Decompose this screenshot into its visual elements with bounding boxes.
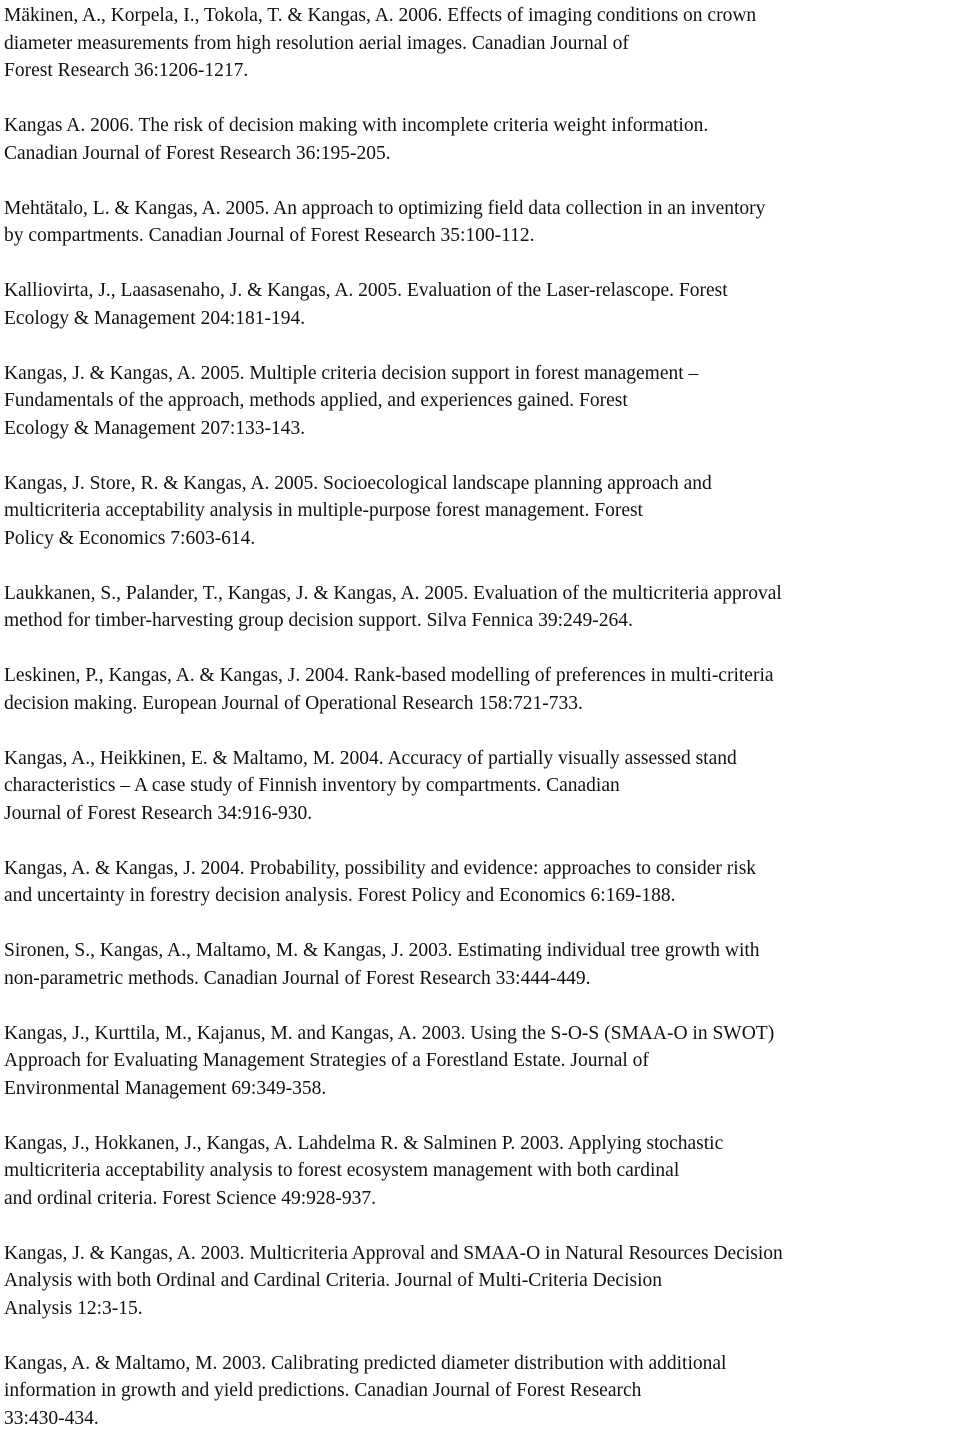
reference-entry	[4, 2, 956, 85]
reference-line: 33:430-434.	[131, 1405, 956, 1432]
reference-line: multicriteria acceptability analysis to forest ecosystem management with both cardinal	[131, 1157, 956, 1185]
reference-line: Kangas, J., Kurttila, M., Kajanus, M. and Kangas, A. 2003. Using the S-O-S (SMAA-O in SWOT)	[131, 1020, 956, 1048]
reference-entry	[4, 112, 956, 167]
reference-line: Ecology & Management 207:133-143.	[131, 415, 956, 443]
reference-line: Kangas, J. & Kangas, A. 2005. Multiple criteria decision support in forest management –	[131, 360, 956, 388]
reference-entry	[4, 1130, 956, 1213]
reference-line: by compartments. Canadian Journal of Forest Research 35:100-112.	[131, 222, 956, 250]
reference-entry	[4, 580, 956, 635]
reference-entry	[4, 662, 956, 717]
reference-entry	[4, 360, 956, 443]
reference-line: Kangas, J., Hokkanen, J., Kangas, A. Lahdelma R. & Salminen P. 2003. Applying stochastic	[131, 1130, 956, 1158]
reference-entry	[4, 937, 956, 992]
reference-line: Environmental Management 69:349-358.	[131, 1075, 956, 1103]
reference-entry	[4, 1240, 956, 1323]
reference-line: Kangas, J. & Kangas, A. 2003. Multicriteria Approval and SMAA-O in Natural Resources Decision	[131, 1240, 956, 1268]
reference-entry	[4, 1020, 956, 1103]
reference-line: Canadian Journal of Forest Research 36:195-205.	[131, 140, 956, 168]
reference-line: multicriteria acceptability analysis in multiple-purpose forest management. Forest	[131, 497, 956, 525]
reference-line: Kangas A. 2006. The risk of decision making with incomplete criteria weight information.	[131, 112, 956, 140]
reference-line: Sironen, S., Kangas, A., Maltamo, M. & Kangas, J. 2003. Estimating individual tree growth with	[131, 937, 956, 965]
reference-line: Analysis 12:3-15.	[131, 1295, 956, 1323]
reference-line: Policy & Economics 7:603-614.	[131, 525, 956, 553]
reference-entry	[4, 855, 956, 910]
reference-line: Mäkinen, A., Korpela, I., Tokola, T. & Kangas, A. 2006. Effects of imaging conditions on crown	[131, 2, 956, 30]
reference-line: method for timber-harvesting group decision support. Silva Fennica 39:249-264.	[131, 607, 956, 635]
reference-line: Kangas, J. Store, R. & Kangas, A. 2005. Socioecological landscape planning approach and	[131, 470, 956, 498]
reference-line: Ecology & Management 204:181-194.	[131, 305, 956, 333]
reference-line: Kangas, A., Heikkinen, E. & Maltamo, M. 2004. Accuracy of partially visually assessed stand	[131, 745, 956, 773]
reference-line: Kalliovirta, J., Laasasenaho, J. & Kangas, A. 2005. Evaluation of the Laser-relascope. Forest	[131, 277, 956, 305]
reference-line: Leskinen, P., Kangas, A. & Kangas, J. 2004. Rank-based modelling of preferences in multi-criteria	[131, 662, 956, 690]
reference-line: Approach for Evaluating Management Strategies of a Forestland Estate. Journal of	[131, 1047, 956, 1075]
reference-list	[4, 2, 956, 1432]
reference-line: Kangas, A. & Maltamo, M. 2003. Calibrating predicted diameter distribution with additional	[131, 1350, 956, 1378]
reference-line: diameter measurements from high resolution aerial images. Canadian Journal of	[131, 30, 956, 58]
document-page	[4, 2, 956, 1432]
reference-entry	[4, 745, 956, 828]
reference-entry	[4, 470, 956, 553]
reference-line: characteristics – A case study of Finnish inventory by compartments. Canadian	[131, 772, 956, 800]
reference-line: Laukkanen, S., Palander, T., Kangas, J. & Kangas, A. 2005. Evaluation of the multicriteria approval	[131, 580, 956, 608]
reference-entry	[4, 277, 956, 332]
reference-line: Kangas, A. & Kangas, J. 2004. Probability, possibility and evidence: approaches to consider risk	[131, 855, 956, 883]
reference-line: decision making. European Journal of Operational Research 158:721-733.	[131, 690, 956, 718]
reference-line: and uncertainty in forestry decision analysis. Forest Policy and Economics 6:169-188.	[131, 882, 956, 910]
reference-line: Analysis with both Ordinal and Cardinal Criteria. Journal of Multi-Criteria Decision	[131, 1267, 956, 1295]
reference-line: and ordinal criteria. Forest Science 49:928-937.	[131, 1185, 956, 1213]
reference-line: information in growth and yield predictions. Canadian Journal of Forest Research	[131, 1377, 956, 1405]
reference-entry	[4, 195, 956, 250]
reference-entry	[4, 1350, 956, 1432]
reference-line: non-parametric methods. Canadian Journal of Forest Research 33:444-449.	[131, 965, 956, 993]
reference-line: Journal of Forest Research 34:916-930.	[131, 800, 956, 828]
reference-line: Mehtätalo, L. & Kangas, A. 2005. An approach to optimizing field data collection in an inventory	[131, 195, 956, 223]
reference-line: Fundamentals of the approach, methods applied, and experiences gained. Forest	[131, 387, 956, 415]
reference-line: Forest Research 36:1206-1217.	[131, 57, 956, 85]
